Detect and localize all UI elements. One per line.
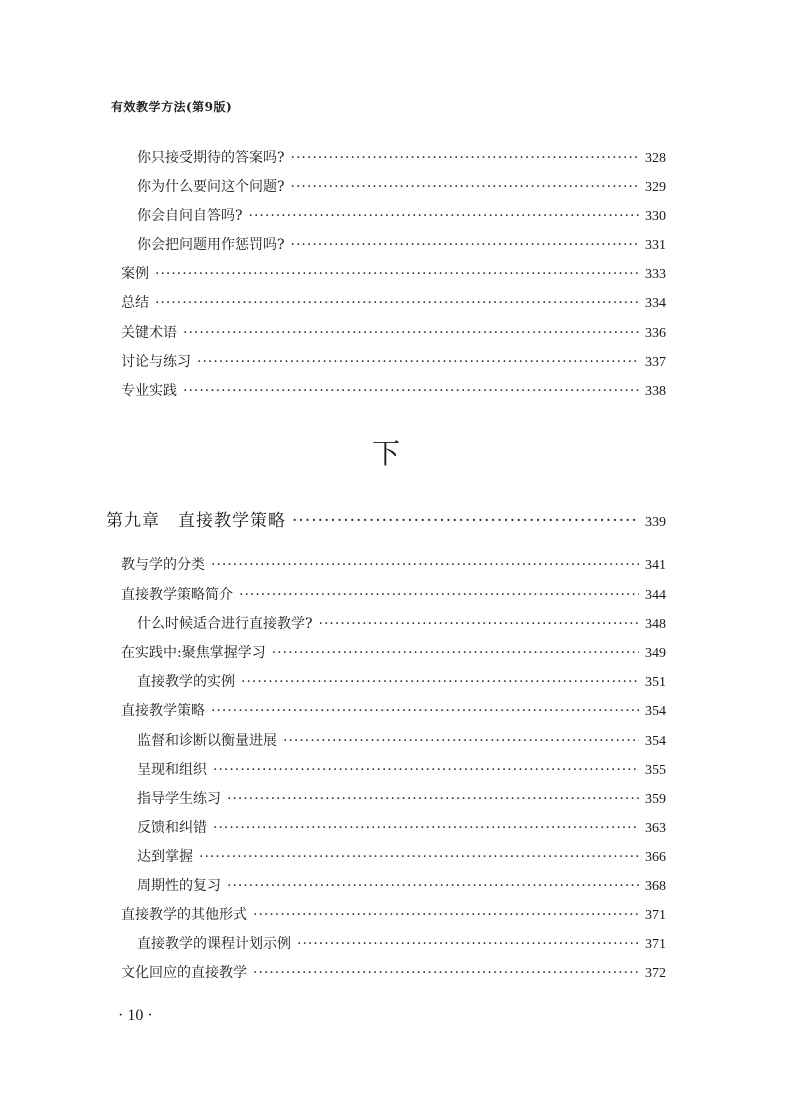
toc-entry-page: 371	[645, 937, 666, 952]
dot-leader	[253, 964, 639, 982]
toc-entry-page: 354	[645, 704, 666, 719]
dot-leader	[183, 382, 639, 400]
toc-entry-label: 关键术语	[121, 325, 177, 341]
page-number: · 10 ·	[118, 1007, 153, 1024]
toc-entry[interactable]	[137, 149, 666, 168]
chapter-title: 第九章 直接教学策略	[106, 511, 286, 531]
toc-entry-page: 329	[645, 180, 666, 195]
toc-entry[interactable]	[137, 673, 666, 692]
toc-entry-label: 文化回应的直接教学	[121, 965, 247, 981]
toc-entry-label: 教与学的分类	[121, 557, 205, 573]
toc-entry[interactable]	[137, 178, 666, 197]
dot-leader	[213, 761, 639, 779]
toc-entry-page: 341	[645, 558, 666, 573]
toc-entry[interactable]	[137, 236, 666, 255]
dot-leader	[241, 673, 639, 691]
toc-entry-page: 355	[645, 763, 666, 778]
dot-leader	[249, 207, 639, 225]
toc-entry-page: 336	[645, 326, 666, 341]
toc-entry-label: 直接教学的课程计划示例	[137, 936, 291, 952]
dot-leader	[291, 236, 639, 254]
toc-entry-label: 专业实践	[121, 383, 177, 399]
dot-leader	[197, 353, 639, 371]
toc-entry[interactable]	[137, 615, 666, 634]
toc-entry[interactable]	[121, 906, 666, 925]
toc-entry-label: 你只接受期待的答案吗?	[137, 150, 285, 166]
toc-entry-page: 372	[645, 966, 666, 981]
toc-entry[interactable]	[137, 819, 666, 838]
toc-entry[interactable]	[121, 556, 666, 575]
toc-entry-label: 你会自问自答吗?	[137, 208, 243, 224]
toc-entry-page: 354	[645, 734, 666, 749]
toc-entry-label: 讨论与练习	[121, 354, 191, 370]
dot-leader	[227, 877, 639, 895]
dot-leader	[183, 324, 639, 342]
dot-leader	[211, 556, 639, 574]
toc-entry-label: 你会把问题用作惩罚吗?	[137, 237, 285, 253]
toc-entry-page: 368	[645, 879, 666, 894]
toc-entry[interactable]	[121, 382, 666, 401]
toc-entry[interactable]	[121, 265, 666, 284]
toc-entry[interactable]	[121, 644, 666, 663]
toc-entry[interactable]	[137, 877, 666, 896]
dot-leader	[227, 790, 639, 808]
toc-entry-page: 359	[645, 792, 666, 807]
toc-entry-label: 反馈和纠错	[137, 820, 207, 836]
toc-entry[interactable]	[121, 702, 666, 721]
toc-entry-label: 案例	[121, 266, 149, 282]
running-header: 有效教学方法(第9版)	[111, 100, 233, 114]
toc-entry[interactable]	[137, 848, 666, 867]
dot-leader	[297, 935, 639, 953]
toc-entry-page: 344	[645, 588, 666, 603]
toc-entry-label: 在实践中:聚焦掌握学习	[121, 645, 266, 661]
toc-entry[interactable]	[121, 964, 666, 983]
toc-entry-page: 337	[645, 355, 666, 370]
toc-entry-page: 328	[645, 151, 666, 166]
dot-leader	[211, 702, 639, 720]
toc-entry-page: 351	[645, 675, 666, 690]
toc-entry[interactable]	[137, 761, 666, 780]
toc-entry-page: 330	[645, 209, 666, 224]
toc-entry-label: 你为什么要问这个问题?	[137, 179, 285, 195]
toc-entry-label: 直接教学策略简介	[121, 587, 233, 603]
toc-entry-label: 直接教学的其他形式	[121, 907, 247, 923]
dot-leader	[155, 294, 639, 312]
dot-leader	[291, 178, 639, 196]
toc-entry[interactable]	[137, 790, 666, 809]
toc-entry-label: 呈现和组织	[137, 762, 207, 778]
dot-leader	[291, 149, 639, 167]
dot-leader	[319, 615, 639, 633]
toc-entry-page: 334	[645, 296, 666, 311]
chapter-heading[interactable]	[106, 512, 666, 532]
toc-entry-page: 331	[645, 238, 666, 253]
dot-leader	[253, 906, 639, 924]
toc-entry-page: 363	[645, 821, 666, 836]
dot-leader	[283, 732, 639, 750]
toc-entry-page: 333	[645, 267, 666, 282]
toc-entry-page: 349	[645, 646, 666, 661]
toc-entry[interactable]	[137, 935, 666, 954]
dot-leader	[272, 644, 639, 662]
toc-entry-label: 指导学生练习	[137, 791, 221, 807]
toc-entry-label: 总结	[121, 295, 149, 311]
toc-entry[interactable]	[121, 353, 666, 372]
dot-leader	[199, 848, 639, 866]
toc-entry[interactable]	[121, 294, 666, 313]
toc-entry-label: 达到掌握	[137, 849, 193, 865]
toc-entry-page: 348	[645, 617, 666, 632]
toc-entry-label: 周期性的复习	[137, 878, 221, 894]
toc-entry[interactable]	[121, 586, 666, 605]
toc-entry-label: 直接教学策略	[121, 703, 205, 719]
toc-entry-page: 338	[645, 384, 666, 399]
chapter-page: 339	[645, 515, 666, 530]
toc-entry-label: 直接教学的实例	[137, 674, 235, 690]
toc-entry[interactable]	[121, 324, 666, 343]
dot-leader	[292, 512, 639, 530]
toc-entry-page: 371	[645, 908, 666, 923]
toc-entry-page: 366	[645, 850, 666, 865]
toc-entry-label: 什么时候适合进行直接教学?	[137, 616, 313, 632]
dot-leader	[239, 586, 639, 604]
dot-leader	[155, 265, 639, 283]
dot-leader	[213, 819, 639, 837]
toc-entry-label: 监督和诊断以衡量进展	[137, 733, 277, 749]
toc-entry[interactable]	[137, 207, 666, 226]
part-title: 下	[372, 437, 401, 470]
toc-entry[interactable]	[137, 732, 666, 751]
